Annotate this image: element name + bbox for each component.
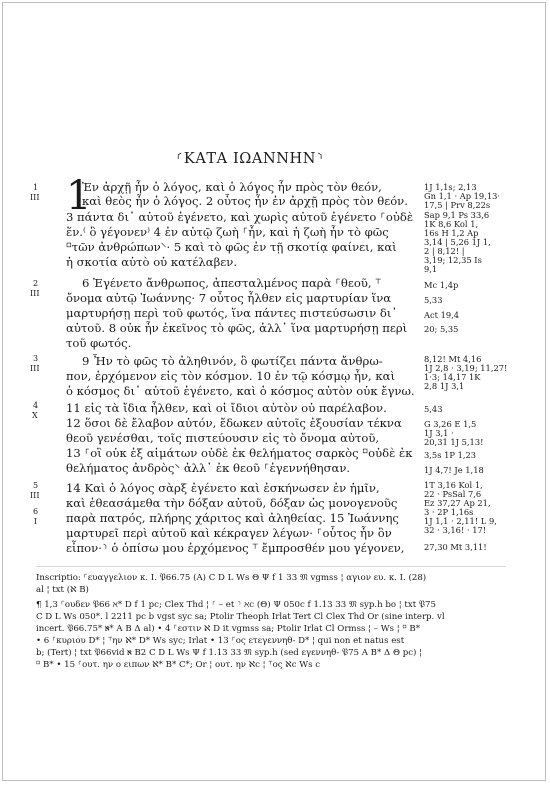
text-line: αὐτοῦ. 8 οὐκ ἦν ἐκεῖνος τὸ φῶς, ἀλλ᾽ ἵνα μαρτυρήσῃ περὶ: [66, 321, 408, 335]
cross-reference: G 3,26 E 1,5: [424, 419, 477, 429]
cross-reference: 3,19; 12,35 Is: [424, 255, 482, 265]
text-line: θεοῦ γενέσθαι, τοῖς πιστεύουσιν εἰς τὸ ὄνομα αὐτοῦ,: [66, 431, 380, 445]
cross-reference: Act 19,4: [424, 310, 460, 320]
cross-reference: 5,33: [424, 295, 443, 305]
text-line: 6 Ἐγένετο ἄνθρωπος, ἀπεσταλμένος παρὰ ⸀θεοῦ, ⸆: [82, 276, 382, 290]
margin-mark: 3: [33, 354, 39, 363]
text-line: εἶπον·⸃ ὁ ὀπίσω μου ἐρχόμενος ⸆ ἔμπροσθέν μου γέγονεν,: [66, 541, 405, 555]
book-title: ⸂ΚΑΤΑ ΙΩΑΝΝΗΝ⸃: [176, 151, 324, 167]
text-line: ⸋τῶν ἀνθρώπων⸌· 5 καὶ τὸ φῶς ἐν τῇ σκοτίᾳ φαίνει, καὶ: [66, 240, 397, 254]
cross-reference: Sap 9,1 Ps 33,6: [424, 210, 490, 220]
margin-mark: III: [30, 289, 40, 298]
cross-reference: 3,14 | 5,26 1J 1,: [424, 237, 491, 247]
text-line: τοῦ φωτός.: [66, 336, 132, 350]
apparatus-line: ⸋ B* • 15 ⸀ουτ. ην ο ειπων ℵ* B* C*; Or ¦ ουτ. ην ℵc ¦ ⸆ος ℵc Ws c: [36, 660, 321, 670]
chapter-number: 1: [66, 173, 92, 219]
cross-reference: 1J 3,1 ·: [424, 428, 454, 438]
cross-reference: 3 · 2P 1,16s: [424, 507, 474, 517]
margin-mark: III: [30, 193, 40, 202]
text-line: ὄνομα αὐτῷ Ἰωάννης· 7 οὗτος ἦλθεν εἰς μαρτυρίαν ἵνα: [66, 291, 392, 305]
cross-reference: 32 · 3,16! · 17!: [424, 525, 487, 535]
cross-reference: 20,31 1J 5,13!: [424, 437, 484, 447]
text-line: παρὰ πατρός, πλήρης χάριτος καὶ ἀληθείας. 15 Ἰωάννης: [66, 511, 399, 525]
text-line: ἡ σκοτία αὐτὸ οὐ κατέλαβεν.: [66, 255, 238, 269]
text-line: ὁ κόσμος δι᾽ αὐτοῦ ἐγένετο, καὶ ὁ κόσμος αὐτὸν οὐκ ἔγνω.: [66, 384, 415, 398]
margin-mark: III: [30, 491, 40, 500]
cross-reference: 2,8 1J 3,1: [424, 381, 465, 391]
text-line: καὶ θεὸς ἦν ὁ λόγος. 2 οὗτος ἦν ἐν ἀρχῇ πρὸς τὸν θεόν.: [82, 194, 408, 208]
apparatus-line: incert. 𝔓66.75* ℵ* A B Δ al) • 4 ⸀εστιν ℵ D it vgmss sa; Ptolir Irlat Cl Ormss ¦ – Ws ¦ ⸋ B*: [36, 624, 421, 634]
cross-reference: Ez 37,27 Ap 21,: [424, 498, 491, 508]
margin-mark: 4: [33, 401, 39, 410]
text-line: 12 ὅσοι δὲ ἔλαβον αὐτόν, ἔδωκεν αὐτοῖς ἐξουσίαν τέκνα: [66, 416, 402, 430]
apparatus-line: C D L Ws 050*. l 2211 pc b vgst syc sa; Ptolir Theoph Irlat Tert Cl Clex Thd Or (sine interp. vl: [36, 612, 445, 622]
margin-mark: I: [34, 517, 38, 526]
cross-reference: 16s H 1,2 Ap: [424, 228, 479, 238]
text-line: ἕν.⁽ ὃ γέγονεν⁾ 4 ἐν αὐτῷ ζωὴ ⸀ἦν, καὶ ἡ ζωὴ ἦν τὸ φῶς: [66, 225, 389, 239]
apparatus-line: ¶ 1,3 ⸀ουδεν 𝔓66 ℵ* D f 1 pc; Clex Thd ¦ ⸂ – et ⸃ ℵc (Θ) Ψ 050c f 1.13 33 𝔐 syp.h bo ¦ txt 𝔓75: [36, 600, 436, 610]
text-line: 11 εἰς τὰ ἴδια ἦλθεν, καὶ οἱ ἴδιοι αὐτὸν οὐ παρέλαβον.: [66, 401, 387, 415]
margin-mark: 2: [33, 279, 39, 288]
text-line: 9 Ἦν τὸ φῶς τὸ ἀληθινόν, ὃ φωτίζει πάντα ἄνθρω-: [82, 354, 383, 368]
cross-reference: 8,12! Mt 4,16: [424, 354, 482, 364]
cross-reference: 1J 1,1s; 2,13: [424, 182, 477, 192]
cross-reference: 1J 1,1 · 2,11! L 9,: [424, 516, 497, 526]
text-line: 14 Καὶ ὁ λόγος σὰρξ ἐγένετο καὶ ἐσκήνωσεν ἐν ἡμῖν,: [66, 481, 380, 495]
apparatus-line: al ¦ txt (ℵ B): [36, 585, 89, 595]
text-line: θελήματος ἀνδρὸς⸌ ἀλλ᾽ ἐκ θεοῦ ⸀ἐγεννήθησαν.: [66, 461, 351, 475]
text-line: καὶ ἐθεασάμεθα τὴν δόξαν αὐτοῦ, δόξαν ὡς μονογενοῦς: [66, 496, 398, 510]
margin-mark: 1: [33, 183, 39, 192]
cross-reference: 22 · PsSal 7,6: [424, 489, 482, 499]
cross-reference: 3,5s 1P 1,23: [424, 450, 477, 460]
text-line: Ἐν ἀρχῇ ἦν ὁ λόγος, καὶ ὁ λόγος ἦν πρὸς τὸν θεόν,: [82, 180, 382, 194]
margin-mark: 6: [33, 507, 39, 516]
cross-reference: 5,43: [424, 404, 443, 414]
margin-mark: X: [32, 411, 38, 420]
cross-reference: 1K 8,6 Kol 1,: [424, 219, 479, 229]
cross-reference: 17,5 | Prv 8,22s: [424, 200, 491, 210]
text-line: 13 ⸀οἳ οὐκ ἐξ αἱμάτων οὐδὲ ἐκ θελήματος σαρκὸς ⸋οὐδὲ ἐκ: [66, 446, 413, 460]
cross-reference: 1·3; 14,17 1K: [424, 372, 481, 382]
cross-reference: Mc 1,4p: [424, 280, 459, 290]
cross-reference: 1T 3,16 Kol 1,: [424, 480, 483, 490]
text-line: μαρτυρήσῃ περὶ τοῦ φωτός, ἵνα πάντες πιστεύσωσιν δι᾽: [66, 306, 398, 320]
text-line: πον, ἐρχόμενον εἰς τὸν κόσμον. 10 ἐν τῷ κόσμῳ ἦν, καὶ: [66, 369, 396, 383]
cross-reference: 2 | 8,12! |: [424, 246, 465, 256]
apparatus-line: • 6 ⸀κυριου D* ¦ ⸆ην ℵ* D* Ws syc; Irlat • 13 ⸀ος ετεγεννηθ- D* ¦ qui non et natus est: [36, 636, 405, 646]
cross-reference: 20; 5,35: [424, 324, 459, 334]
cross-reference: 27,30 Mt 3,11!: [424, 542, 487, 552]
apparatus-line: Inscriptio: ⸀ευαγγελιον κ. Ι. 𝔓66.75 (A) C D L Ws Θ Ψ f 1 33 𝔐 vgmss ¦ αγιον ευ. κ. Ι. (28): [36, 573, 427, 583]
apparatus-divider: [36, 566, 506, 567]
text-line: μαρτυρεῖ περὶ αὐτοῦ καὶ κέκραγεν λέγων· ⸀οὗτος ἦν ὃν: [66, 526, 392, 540]
cross-reference: Gn 1,1 · Ap 19,13·: [424, 191, 501, 201]
cross-reference: 1J 4,7! Je 1,18: [424, 465, 484, 475]
cross-reference: 1J 2,8 · 3,19; 11,27!: [424, 363, 508, 373]
margin-mark: III: [30, 364, 40, 373]
apparatus-line: b; (Tert) ¦ txt 𝔓66vid ℵ B2 C D L Ws Ψ f 1.13 33 𝔐 syp.h (sed εγεννηθ- 𝔓75 A B* Δ Θ pc) ¦: [36, 648, 423, 658]
margin-mark: 5: [33, 481, 39, 490]
cross-reference: 9,1: [424, 264, 438, 274]
text-line: 3 πάντα δι᾽ αὐτοῦ ἐγένετο, καὶ χωρὶς αὐτοῦ ἐγένετο ⸀οὐδὲ: [66, 210, 414, 224]
